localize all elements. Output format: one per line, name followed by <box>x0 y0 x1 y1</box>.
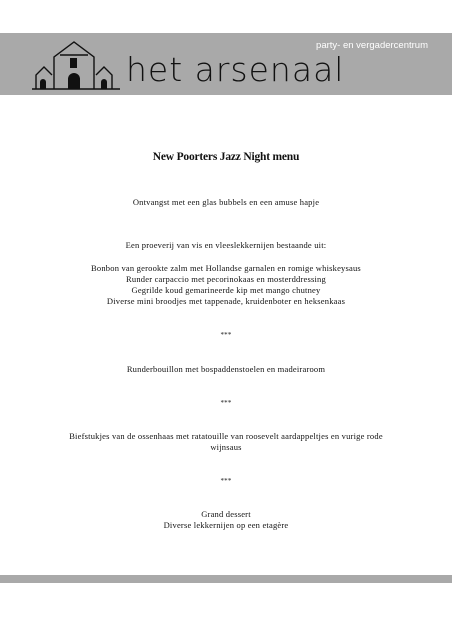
dessert-title: Grand dessert <box>201 509 251 519</box>
tasting-item: Runder carpaccio met pecorinokaas en mosterddressing <box>126 274 326 284</box>
main-course-line: Biefstukjes van de ossenhaas met ratatouille van roosevelt aardappeltjes en vurige rode <box>69 431 383 441</box>
brand-name: het arsenaal <box>126 50 345 89</box>
dessert-desc: Diverse lekkernijen op een etagère <box>163 520 289 530</box>
menu-title: New Poorters Jazz Night menu <box>152 151 300 163</box>
header-band <box>0 33 452 95</box>
reception-line: Ontvangst met een glas bubbels en een amuse hapje <box>132 197 320 207</box>
tasting-item: Diverse mini broodjes met tappenade, kruidenboter en heksenkaas <box>106 296 346 306</box>
main-course-line: wijnsaus <box>210 442 242 452</box>
tasting-item: Bonbon van gerookte zalm met Hollandse garnalen en romige whiskeysaus <box>91 263 361 273</box>
course-separator: *** <box>220 399 232 407</box>
footer-band <box>0 575 452 583</box>
course-separator: *** <box>220 331 232 339</box>
soup-line: Runderbouillon met bospaddenstoelen en madeiraroom <box>126 364 326 374</box>
tagline: party- en vergadercentrum <box>316 40 428 51</box>
course-separator: *** <box>220 477 232 485</box>
building-logo-icon <box>32 37 122 91</box>
tasting-intro: Een proeverij van vis en vleeslekkernijen bestaande uit: <box>125 240 327 250</box>
tasting-item: Gegrilde koud gemarineerde kip met mango chutney <box>131 285 321 295</box>
